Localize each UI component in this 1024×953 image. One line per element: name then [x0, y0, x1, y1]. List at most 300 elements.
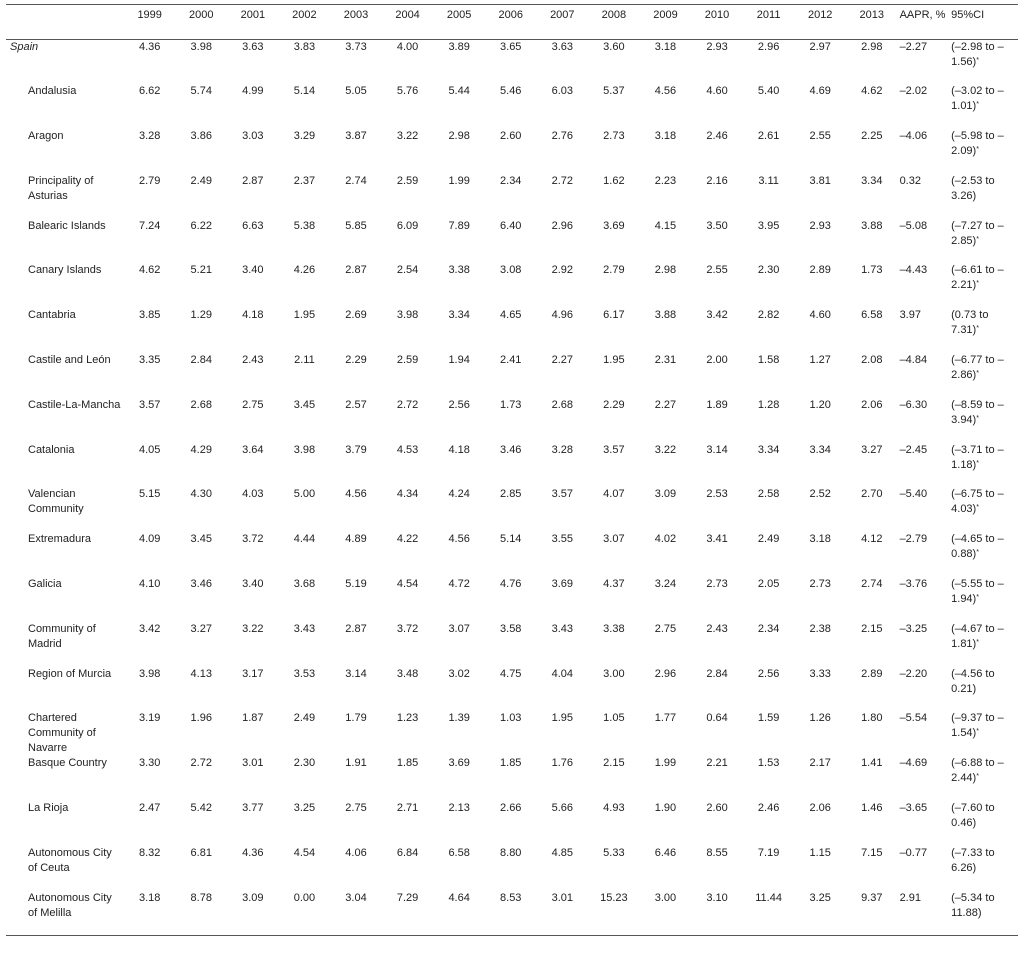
ci-value: (–6.61 to –2.21) — [951, 264, 1004, 292]
rate-cell: 3.48 — [396, 667, 419, 680]
header-year: 2000 — [189, 9, 214, 21]
rate-cell: 2.55 — [706, 264, 728, 277]
rate-cell: 2.87 — [345, 622, 367, 635]
rate-cell: 2.53 — [706, 488, 728, 501]
rate-cell: 1.95 — [603, 354, 625, 367]
rate-cell: 2.17 — [809, 757, 831, 770]
rate-cell: 3.18 — [138, 891, 161, 904]
aapr-value: –3.65 — [899, 802, 928, 815]
rate-cell: 1.80 — [861, 712, 883, 725]
rate-cell: 1.89 — [706, 398, 728, 411]
ci-cell — [949, 667, 1018, 712]
rate-cell: 1.58 — [757, 354, 780, 367]
rate-cell: 2.84 — [706, 667, 728, 680]
header-year: 2012 — [807, 9, 833, 21]
rate-cell: 3.04 — [345, 891, 367, 904]
table-row — [6, 129, 1018, 174]
rate-cell: 8.80 — [500, 847, 522, 860]
aapr-value: –2.27 — [899, 41, 928, 53]
rate-cell: 4.62 — [138, 264, 161, 277]
table-row — [6, 846, 1018, 891]
header-year: 2006 — [498, 9, 523, 21]
rate-cell: 4.02 — [654, 533, 677, 546]
table-row — [6, 398, 1018, 443]
rate-cell: 1.41 — [861, 757, 883, 770]
rate-cell: 3.33 — [809, 667, 831, 680]
rate-cell: 2.05 — [757, 578, 780, 591]
ci-cell — [949, 40, 1018, 85]
rate-cell: 2.52 — [809, 488, 831, 501]
rate-cell: 3.57 — [138, 398, 161, 411]
header-year: 2003 — [343, 9, 369, 21]
rate-cell: 2.70 — [861, 488, 883, 501]
rate-cell: 1.62 — [603, 174, 625, 187]
rate-cell: 3.28 — [138, 130, 161, 143]
ci-cell — [949, 398, 1018, 443]
table-row — [6, 801, 1018, 846]
rate-cell: 4.15 — [654, 219, 677, 232]
rate-cell: 4.22 — [396, 533, 419, 546]
rate-cell: 1.95 — [551, 712, 574, 725]
rate-cell: 0.00 — [293, 891, 316, 904]
region-name: Catalonia — [28, 443, 75, 456]
rate-cell: 2.73 — [603, 130, 625, 143]
header-year: 2011 — [756, 9, 781, 21]
region-name: Balearic Islands — [28, 219, 106, 232]
ci-value: (–3.71 to –1.18) — [951, 443, 1004, 471]
rate-cell: 1.90 — [654, 802, 677, 815]
rate-cell: 2.72 — [551, 174, 574, 187]
rate-cell: 1.77 — [654, 712, 677, 725]
rate-cell: 3.22 — [654, 443, 677, 456]
aapr-value: –4.69 — [899, 757, 928, 770]
rate-cell: 3.29 — [293, 130, 316, 143]
rate-cell: 2.06 — [861, 398, 883, 411]
aapr-cell — [898, 801, 950, 846]
rate-cell: 2.46 — [706, 130, 728, 143]
rate-cell: 3.28 — [551, 443, 574, 456]
rate-cell: 8.53 — [500, 891, 522, 904]
aapr-cell — [898, 129, 950, 174]
rate-cell: 3.34 — [757, 443, 780, 456]
rate-cell: 3.01 — [551, 891, 574, 904]
aapr-cell — [898, 443, 950, 488]
rate-cell: 1.85 — [396, 757, 419, 770]
header-year: 2009 — [653, 9, 678, 21]
rate-cell: 4.10 — [138, 578, 161, 591]
rate-cell: 3.95 — [757, 219, 780, 232]
ci-value: (–3.02 to –1.01) — [951, 85, 1004, 113]
significance-marker: * — [976, 370, 979, 378]
rate-cell: 3.25 — [293, 802, 316, 815]
ci-cell — [949, 174, 1018, 219]
rate-cell: 2.37 — [293, 174, 316, 187]
rate-cell: 2.84 — [190, 354, 212, 367]
rate-cell: 3.43 — [293, 622, 316, 635]
rate-cell: 4.56 — [654, 85, 677, 98]
region-name: Galicia — [28, 578, 62, 591]
header-region — [6, 5, 124, 40]
rate-cell: 7.19 — [757, 847, 780, 860]
aapr-cell — [898, 219, 950, 264]
rate-cell: 3.30 — [138, 757, 161, 770]
ci-value: (–7.33 to 6.26) — [951, 847, 995, 875]
rate-cell: 2.74 — [861, 578, 883, 591]
aapr-cell — [898, 756, 950, 801]
significance-marker: * — [976, 414, 979, 422]
significance-marker: * — [976, 728, 979, 736]
country-name: Spain — [10, 41, 39, 53]
rate-cell: 5.42 — [190, 802, 212, 815]
table-row — [6, 622, 1018, 667]
rate-cell: 2.93 — [706, 41, 728, 53]
rate-cell: 2.89 — [809, 264, 831, 277]
ci-value: (–6.77 to –2.86) — [951, 354, 1004, 382]
rate-cell: 7.15 — [861, 847, 883, 860]
rate-cell: 3.27 — [861, 443, 883, 456]
rate-cell: 1.79 — [345, 712, 367, 725]
rate-cell: 3.81 — [809, 174, 831, 187]
rate-cell: 6.58 — [861, 309, 883, 322]
rate-cell: 2.60 — [706, 802, 728, 815]
rate-cell: 4.37 — [603, 578, 625, 591]
rate-cell: 3.22 — [396, 130, 419, 143]
rate-cell: 1.99 — [654, 757, 677, 770]
header-year: 2007 — [550, 9, 575, 21]
rate-cell: 2.69 — [345, 309, 367, 322]
rate-cell: 1.05 — [603, 712, 625, 725]
region-name: Principality of Asturias — [28, 174, 94, 202]
rate-cell: 2.30 — [293, 757, 316, 770]
ci-value: (–4.67 to –1.81) — [951, 622, 1004, 650]
rate-cell: 3.02 — [448, 667, 470, 680]
ci-cell — [949, 129, 1018, 174]
rate-cell: 2.75 — [242, 398, 264, 411]
header-ci: 95%CI — [951, 9, 985, 21]
rate-cell: 3.09 — [654, 488, 677, 501]
ci-value: (–4.56 to 0.21) — [951, 667, 995, 695]
region-name: Castile-La-Mancha — [28, 398, 121, 411]
ci-cell — [949, 846, 1018, 891]
rate-cell: 1.15 — [809, 847, 831, 860]
rate-cell: 1.99 — [448, 174, 470, 187]
rate-cell: 4.05 — [138, 443, 161, 456]
table-row — [6, 891, 1018, 936]
rate-cell: 2.30 — [757, 264, 780, 277]
rate-cell: 3.65 — [500, 41, 522, 53]
aapr-value: –4.43 — [899, 264, 928, 277]
rate-cell: 3.69 — [551, 578, 574, 591]
significance-marker: * — [976, 638, 979, 646]
rate-cell: 5.40 — [757, 85, 780, 98]
rate-cell: 11.44 — [755, 891, 782, 904]
rate-cell: 2.23 — [654, 174, 677, 187]
table-row — [6, 532, 1018, 577]
rate-cell: 1.29 — [190, 309, 212, 322]
aapr-value: –5.54 — [899, 712, 928, 725]
aapr-cell — [898, 577, 950, 622]
rate-cell: 2.56 — [448, 398, 470, 411]
rate-cell: 3.11 — [758, 174, 779, 187]
rate-cell: 8.78 — [190, 891, 212, 904]
rate-cell: 2.61 — [757, 130, 780, 143]
aapr-cell — [898, 846, 950, 891]
rate-cell: 3.69 — [603, 219, 625, 232]
rate-cell: 2.06 — [809, 802, 831, 815]
rate-cell: 3.69 — [448, 757, 470, 770]
rate-cell: 2.68 — [551, 398, 574, 411]
ci-cell — [949, 487, 1018, 532]
rate-cell: 4.44 — [293, 533, 316, 546]
rate-cell: 6.84 — [396, 847, 419, 860]
rate-cell: 3.77 — [242, 802, 264, 815]
rate-cell: 0.64 — [706, 712, 728, 725]
ci-cell — [949, 891, 1018, 936]
rate-cell: 2.27 — [551, 354, 574, 367]
rate-cell: 2.72 — [190, 757, 212, 770]
rate-cell: 2.49 — [293, 712, 316, 725]
aapr-value: –2.45 — [899, 443, 928, 456]
aapr-value: 3.97 — [899, 309, 921, 322]
rate-cell: 3.19 — [138, 712, 161, 725]
rate-cell: 1.46 — [861, 802, 883, 815]
region-name: Cantabria — [28, 309, 76, 322]
aapr-cell — [898, 84, 950, 129]
rate-cell: 3.24 — [654, 578, 677, 591]
ci-cell — [949, 263, 1018, 308]
rate-cell: 4.60 — [809, 309, 831, 322]
aapr-cell — [898, 263, 950, 308]
significance-marker: * — [976, 146, 979, 154]
header-aapr: AAPR, % — [899, 9, 946, 21]
rate-cell: 2.98 — [654, 264, 677, 277]
aapr-value: –4.84 — [899, 354, 928, 367]
table-row — [6, 219, 1018, 264]
rate-cell: 3.98 — [293, 443, 316, 456]
table-row — [6, 353, 1018, 398]
rate-cell: 3.79 — [345, 443, 367, 456]
rate-cell: 1.28 — [757, 398, 780, 411]
region-name: Castile and León — [28, 354, 111, 367]
rate-cell: 2.87 — [345, 264, 367, 277]
aapr-cell — [898, 353, 950, 398]
rate-cell: 4.18 — [242, 309, 264, 322]
table-row — [6, 487, 1018, 532]
rate-cell: 4.00 — [396, 41, 419, 53]
rate-cell: 4.36 — [242, 847, 264, 860]
aapr-value: –2.79 — [899, 533, 928, 546]
rate-cell: 5.33 — [603, 847, 625, 860]
rate-cell: 4.30 — [190, 488, 212, 501]
rate-cell: 5.46 — [500, 85, 522, 98]
rate-cell: 2.89 — [861, 667, 883, 680]
aapr-value: –0.77 — [899, 847, 928, 860]
rate-cell: 3.64 — [242, 443, 264, 456]
significance-marker: * — [976, 594, 979, 602]
significance-marker: * — [976, 101, 979, 109]
rate-cell: 3.63 — [242, 41, 264, 53]
rate-cell: 5.85 — [345, 219, 367, 232]
region-name: Canary Islands — [28, 264, 102, 277]
table-row — [6, 443, 1018, 488]
rate-cell: 4.64 — [448, 891, 470, 904]
rate-cell: 3.88 — [861, 219, 883, 232]
aapr-value: –2.02 — [899, 85, 928, 98]
rate-cell: 4.18 — [448, 443, 470, 456]
rate-cell: 4.65 — [500, 309, 522, 322]
rate-cell: 2.68 — [190, 398, 212, 411]
rate-cell: 4.13 — [190, 667, 212, 680]
rate-cell: 3.60 — [603, 41, 625, 53]
rate-cell: 2.49 — [190, 174, 212, 187]
rate-cell: 6.58 — [448, 847, 470, 860]
rate-cell: 3.03 — [242, 130, 264, 143]
rate-cell: 2.16 — [706, 174, 728, 187]
rate-cell: 3.98 — [138, 667, 161, 680]
header-year: 1999 — [137, 9, 162, 21]
rate-cell: 3.83 — [293, 41, 316, 53]
rate-cell: 1.59 — [757, 712, 780, 725]
table-row — [6, 40, 1018, 85]
region-name: Autonomous City of Ceuta — [28, 847, 112, 875]
rate-cell: 3.46 — [500, 443, 522, 456]
rate-cell: 3.09 — [242, 891, 264, 904]
rate-cell: 1.27 — [809, 354, 831, 367]
rate-cell: 3.68 — [293, 578, 316, 591]
rate-cell: 5.14 — [500, 533, 522, 546]
rate-cell: 3.27 — [190, 622, 212, 635]
rate-cell: 5.74 — [190, 85, 212, 98]
rate-cell: 2.43 — [706, 622, 728, 635]
ci-value: (–6.88 to –2.44) — [951, 757, 1004, 785]
rate-cell: 3.46 — [190, 578, 212, 591]
rate-cell: 5.76 — [396, 85, 419, 98]
rate-cell: 3.57 — [551, 488, 574, 501]
table-row — [6, 174, 1018, 219]
rate-cell: 4.56 — [345, 488, 367, 501]
region-name: Basque Country — [28, 757, 107, 770]
rate-cell: 1.91 — [345, 757, 367, 770]
header-year: 2004 — [395, 9, 420, 21]
rate-cell: 4.85 — [551, 847, 574, 860]
rate-cell: 4.24 — [448, 488, 470, 501]
rate-cell: 2.43 — [242, 354, 264, 367]
rate-cell: 6.81 — [190, 847, 212, 860]
aapr-value: 2.91 — [899, 891, 921, 904]
aapr-value: –5.08 — [899, 219, 928, 232]
rate-cell: 3.07 — [603, 533, 625, 546]
region-name: Aragon — [28, 130, 64, 143]
header-year: 2013 — [859, 9, 885, 21]
region-name: Community of Madrid — [28, 622, 96, 650]
aapr-value: –6.30 — [899, 398, 928, 411]
rate-cell: 3.25 — [809, 891, 831, 904]
rate-cell: 6.62 — [138, 85, 161, 98]
rate-cell: 15.23 — [600, 891, 628, 904]
rate-cell: 2.34 — [757, 622, 780, 635]
rate-cell: 1.23 — [396, 712, 419, 725]
rate-cell: 3.34 — [809, 443, 831, 456]
rate-cell: 2.31 — [654, 354, 677, 367]
significance-marker: * — [976, 459, 979, 467]
rate-cell: 3.88 — [654, 309, 677, 322]
rate-cell: 3.42 — [706, 309, 728, 322]
rate-cell: 5.19 — [345, 578, 367, 591]
rate-cell: 2.96 — [654, 667, 677, 680]
aapr-cell — [898, 308, 950, 353]
rate-cell: 2.60 — [500, 130, 522, 143]
rate-cell: 2.96 — [551, 219, 574, 232]
significance-marker: * — [976, 325, 979, 333]
rate-cell: 3.40 — [242, 264, 264, 277]
aapr-cell — [898, 487, 950, 532]
rate-cell: 7.24 — [138, 219, 161, 232]
table-row — [6, 667, 1018, 712]
rate-cell: 4.09 — [138, 533, 161, 546]
rate-cell: 2.79 — [138, 174, 161, 187]
rate-cell: 1.87 — [242, 712, 264, 725]
rate-cell: 3.10 — [706, 891, 728, 904]
table-row — [6, 711, 1018, 756]
ci-value: (–7.27 to –2.85) — [951, 219, 1004, 247]
rate-cell: 6.63 — [242, 219, 264, 232]
rate-cell: 4.04 — [551, 667, 574, 680]
table-row — [6, 756, 1018, 801]
ci-value: (–5.98 to –2.09) — [951, 130, 1004, 158]
ci-cell — [949, 801, 1018, 846]
rate-cell: 2.11 — [294, 354, 315, 367]
header-row — [6, 5, 1018, 40]
rate-cell: 3.98 — [190, 41, 212, 53]
ci-value: (–6.75 to –4.03) — [951, 488, 1004, 516]
rate-cell: 1.85 — [500, 757, 522, 770]
aapr-value: 0.32 — [899, 174, 921, 187]
rate-cell: 3.38 — [603, 622, 625, 635]
rate-cell: 3.14 — [706, 443, 728, 456]
rate-cell: 3.50 — [706, 219, 728, 232]
rate-cell: 6.17 — [603, 309, 625, 322]
rate-cell: 2.49 — [757, 533, 780, 546]
rate-cell: 4.53 — [396, 443, 419, 456]
rate-cell: 2.58 — [757, 488, 780, 501]
rate-cell: 3.58 — [500, 622, 522, 635]
rate-cell: 3.73 — [345, 41, 367, 53]
rate-cell: 2.56 — [757, 667, 780, 680]
rate-cell: 3.18 — [654, 130, 677, 143]
rate-cell: 4.99 — [242, 85, 264, 98]
rate-cell: 1.20 — [809, 398, 831, 411]
rate-cell: 5.44 — [448, 85, 470, 98]
rate-cell: 4.07 — [603, 488, 625, 501]
significance-marker: * — [976, 280, 979, 288]
rate-cell: 3.34 — [861, 174, 883, 187]
rate-cell: 4.34 — [396, 488, 419, 501]
region-name: Chartered Community of Navarre — [28, 712, 96, 755]
rate-cell: 4.96 — [551, 309, 574, 322]
rate-cell: 2.93 — [809, 219, 831, 232]
aapr-cell — [898, 40, 950, 85]
significance-marker: * — [976, 235, 979, 243]
rate-cell: 1.53 — [757, 757, 780, 770]
rate-cell: 3.45 — [190, 533, 212, 546]
rate-cell: 4.26 — [293, 264, 316, 277]
rate-cell: 3.45 — [293, 398, 316, 411]
rate-cell: 2.98 — [861, 41, 883, 53]
rate-cell: 4.89 — [345, 533, 367, 546]
rate-cell: 4.29 — [190, 443, 212, 456]
rate-cell: 3.85 — [138, 309, 161, 322]
table-body — [6, 40, 1018, 936]
